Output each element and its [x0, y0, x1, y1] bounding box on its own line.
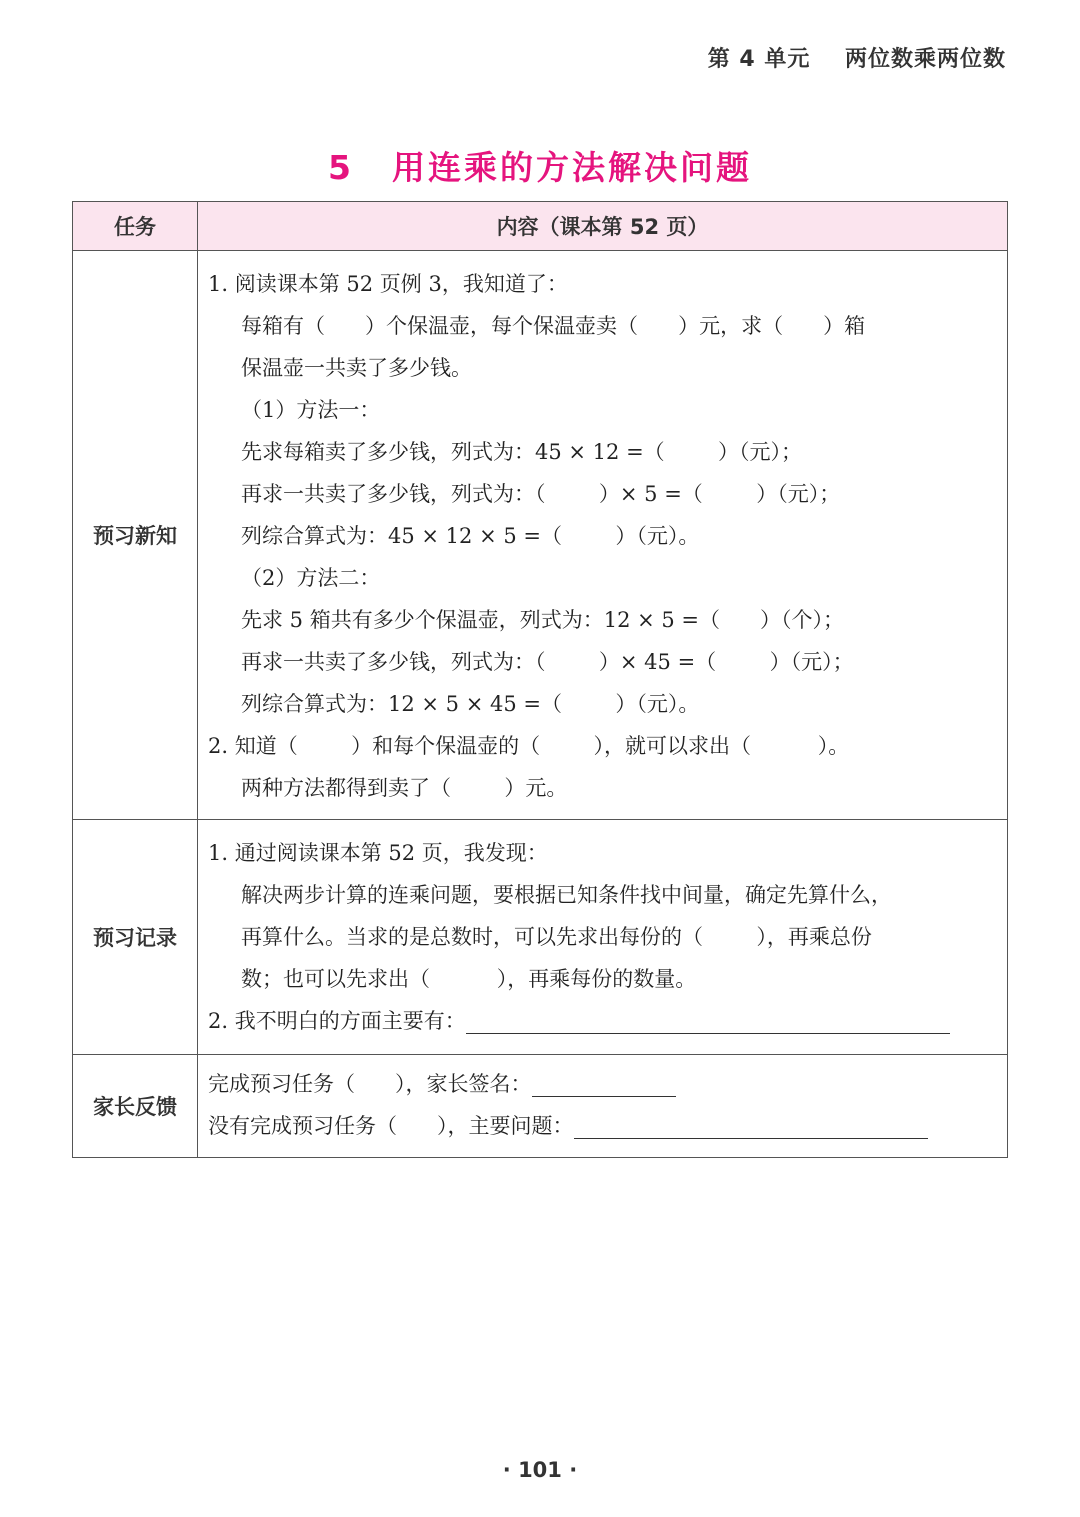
page-number: · 101 · — [502, 1458, 578, 1482]
content-line: 1. 阅读课本第 52 页例 3，我知道了： — [208, 272, 568, 296]
problem-blank[interactable] — [574, 1112, 928, 1139]
content-line-with-blank — [208, 1105, 997, 1147]
content-line-with-blank — [208, 1000, 997, 1042]
section-label-record: 预习记录 — [73, 820, 198, 1055]
content-line: 每箱有（ ）个保温壶，每个保温壶卖（ ）元，求（ ）箱 — [241, 314, 866, 338]
content-line: 先求 5 箱共有多少个保温壶，列式为：12 × 5 =（ ）（个）； — [241, 608, 845, 632]
table-header-row — [73, 202, 1008, 251]
section-row-feedback — [73, 1055, 1008, 1158]
section-label-preview: 预习新知 — [73, 251, 198, 820]
content-line: 解决两步计算的连乘问题，要根据已知条件找中间量，确定先算什么， — [241, 883, 892, 907]
lesson-title-text: 用连乘的方法解决问题 — [391, 148, 752, 187]
section-row-preview — [73, 251, 1008, 820]
content-line-with-blank — [208, 1063, 997, 1105]
content-line: 先求每箱卖了多少钱，列式为：45 × 12 =（ ）（元）； — [241, 440, 803, 464]
section-content-record — [198, 820, 1008, 1055]
section-content-feedback — [198, 1055, 1008, 1158]
signature-blank[interactable] — [532, 1070, 676, 1097]
answer-blank[interactable] — [466, 1007, 950, 1034]
content-line: （2）方法二： — [241, 566, 381, 590]
content-line: 保温壶一共卖了多少钱。 — [241, 356, 472, 380]
content-line: 完成预习任务（ ），家长签名： — [208, 1072, 532, 1096]
content-line: 两种方法都得到卖了（ ）元。 — [241, 776, 568, 800]
content-line: 再求一共卖了多少钱，列式为：（ ）× 45 =（ ）（元）； — [241, 650, 854, 674]
unit-header: 第 4 单元 两位数乘两位数 — [707, 47, 1006, 72]
content-line: 列综合算式为：12 × 5 × 45 =（ ）（元）。 — [241, 692, 700, 716]
section-label-feedback: 家长反馈 — [73, 1055, 198, 1158]
content-line: 没有完成预习任务（ ），主要问题： — [208, 1114, 574, 1138]
content-line: 2. 我不明白的方面主要有： — [208, 1009, 466, 1033]
col-content-header: 内容（课本第 52 页） — [198, 202, 1008, 251]
content-line: 1. 通过阅读课本第 52 页，我发现： — [208, 841, 548, 865]
section-content-preview — [198, 251, 1008, 820]
content-line: 数；也可以先求出（ ），再乘每份的数量。 — [241, 967, 697, 991]
lesson-title — [0, 142, 1080, 189]
content-line: 2. 知道（ ）和每个保温壶的（ ），就可以求出（ ）。 — [208, 734, 850, 758]
section-row-record — [73, 820, 1008, 1055]
task-table — [72, 201, 1008, 1158]
content-line: 列综合算式为：45 × 12 × 5 =（ ）（元）。 — [241, 524, 700, 548]
content-line: 再求一共卖了多少钱，列式为：（ ）× 5 =（ ）（元）； — [241, 482, 841, 506]
content-line: 再算什么。当求的是总数时，可以先求出每份的（ ），再乘总份 — [241, 925, 872, 949]
lesson-number: 5 — [328, 148, 354, 187]
content-line: （1）方法一： — [241, 398, 381, 422]
col-task-header: 任务 — [73, 202, 198, 251]
